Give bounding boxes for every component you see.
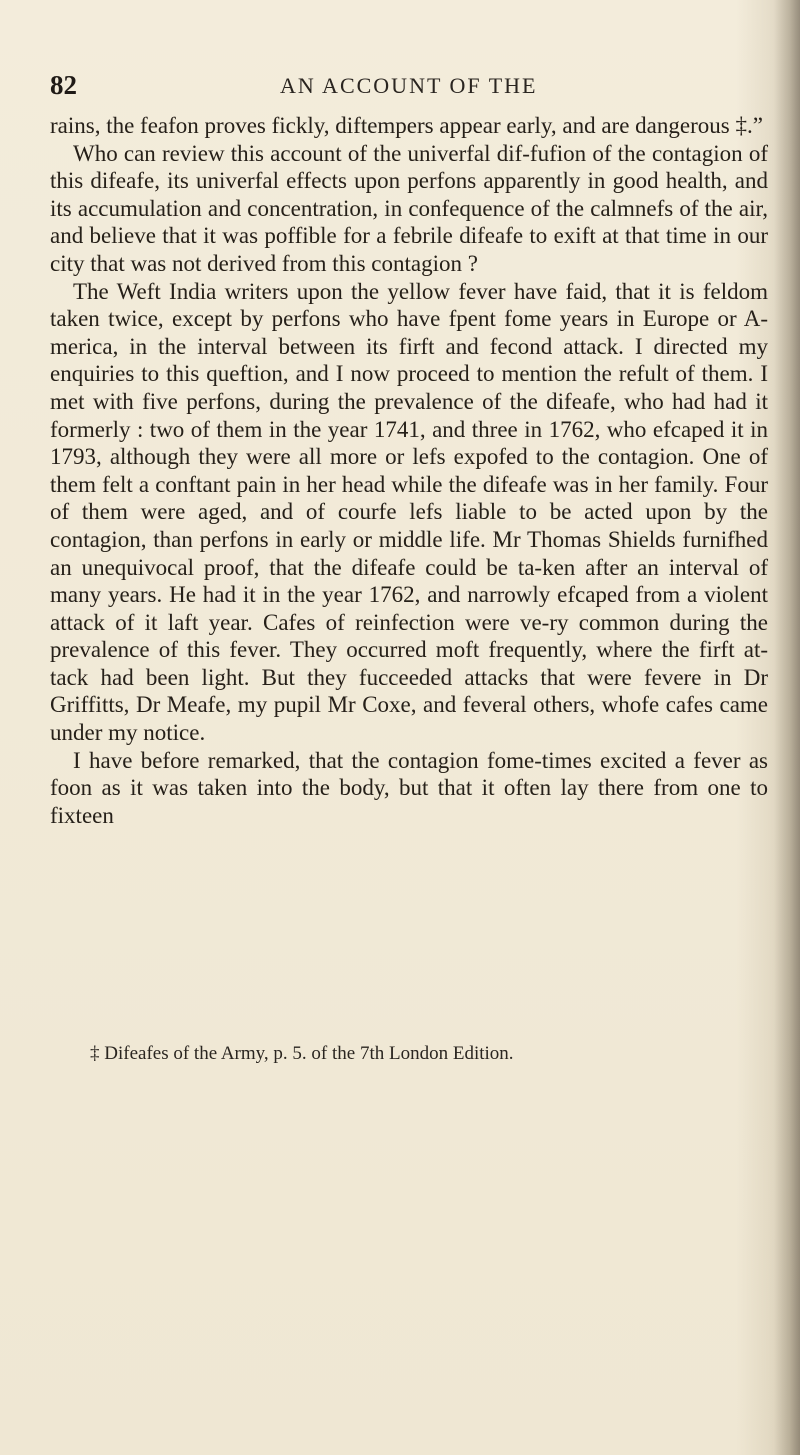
paragraph-reinfection: The Weft India writers upon the yellow fever have faid, that it is feldom taken twice, except by perfons who have fpent fome years in Europe or A-merica, in the interval between its firft and fecond attack. I directed my enquiries to this queftion, and I now proceed to mention the refult of them. I met with five perfons, during the prevalence of the difeafe, who had had it formerly : two of them in the year 1741, and three in 1762, who efcaped it in 1793, although they were all more or lefs expofed to the contagion. One of them felt a conftant pain in her head while the difeafe was in her family. Four of them were aged, and of courfe lefs liable to be acted upon by the contagion, than perfons in early or middle life. Mr Thomas Shields furnifhed an unequivocal proof, that the difeafe could be ta-ken after an interval of many years. He had it in the year 1762, and narrowly efcaped from a violent attack of it laft year. Cafes of reinfection were ve-ry common during the prevalence of this fever. They occurred moft frequently, where the firft at-tack had been light. But they fucceeded attacks that were fevere in Dr Griffitts, Dr Meafe, my pupil Mr Coxe, and feveral others, whofe cafes came under my notice.	[50, 278, 768, 746]
paragraph-contagion-question: Who can review this account of the univerfal dif-fufion of the contagion of this difeafe, its univerfal effects upon perfons apparently in good health, and its accumulation and concentration, in confequence of the calmnefs of the air, and believe that it was poffible for a febrile difeafe to exift at that time in our city that was not derived from this contagion ?	[50, 140, 768, 276]
body-text	[50, 112, 768, 829]
paragraph-continuation: rains, the feafon proves fickly, diftempers appear early, and are dangerous ‡.”	[50, 113, 763, 138]
page-number: 82	[50, 70, 77, 100]
page-edge-shadow	[774, 0, 800, 1455]
footnote: ‡ Difeafes of the Army, p. 5. of the 7th London Edition.	[90, 1043, 514, 1064]
running-title: AN ACCOUNT OF THE	[280, 73, 538, 98]
page-header	[50, 70, 710, 106]
paragraph-latency: I have before remarked, that the contagion fome-times excited a fever as foon as it was taken into the body, but that it often lay there from one to fixteen	[50, 747, 768, 828]
